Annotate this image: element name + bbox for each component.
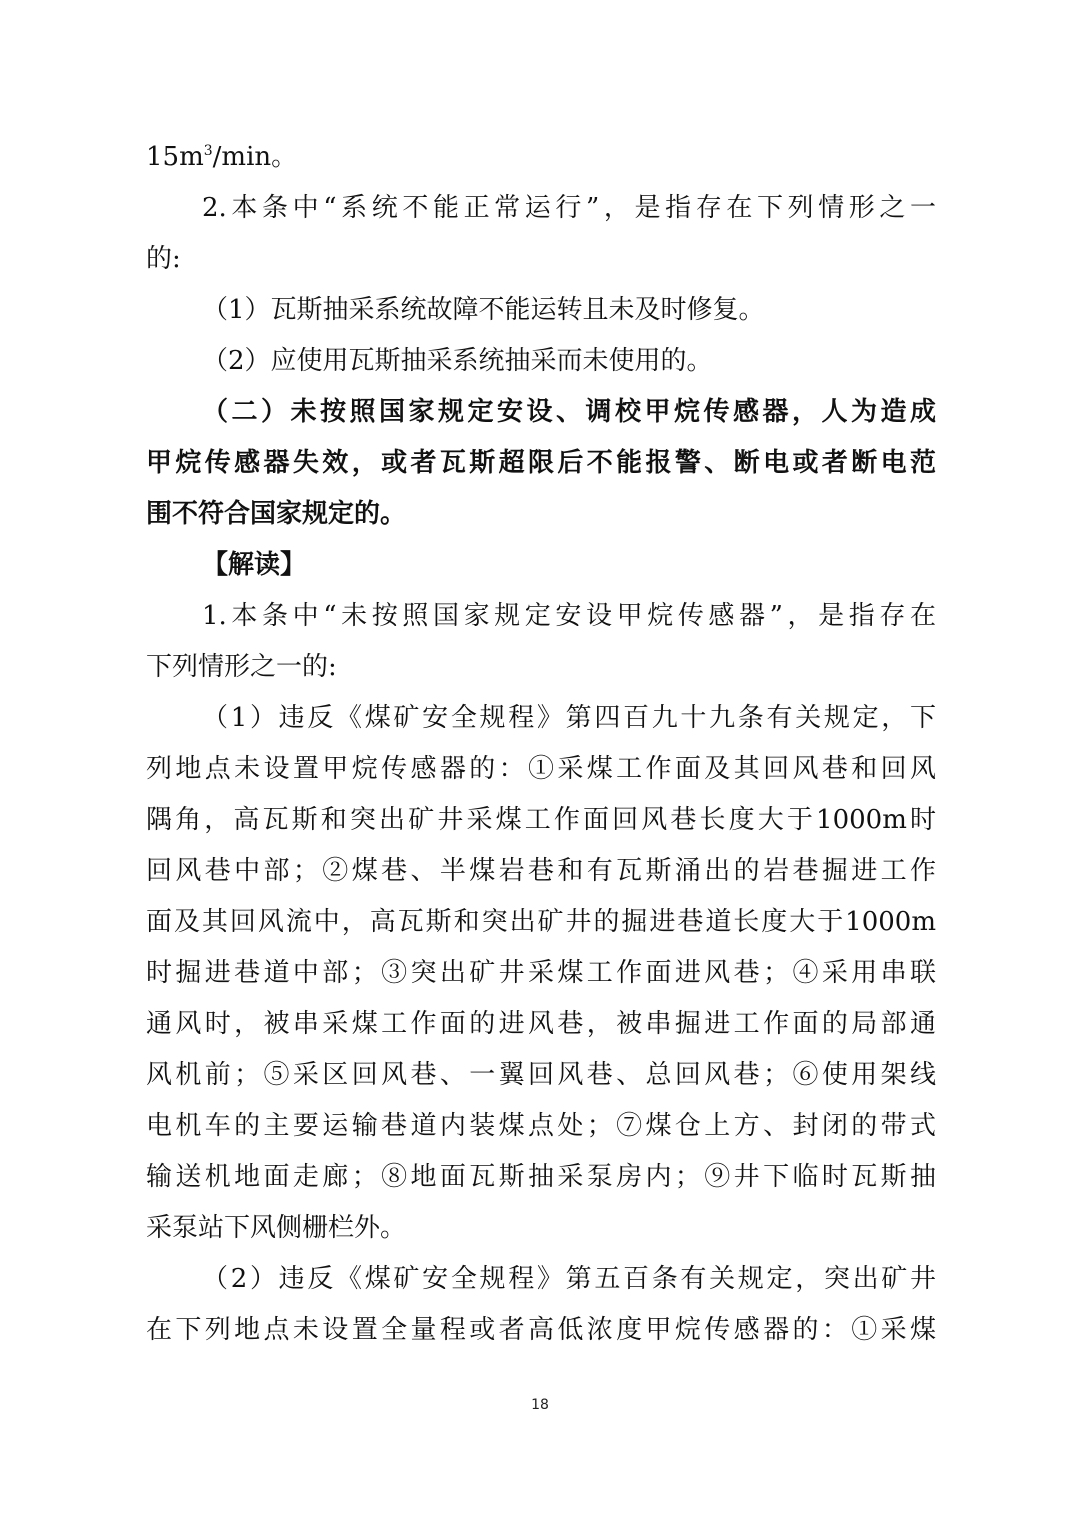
text-line: 下列情形之一的: [146,652,337,682]
text-line: 面及其回风流中，高瓦斯和突出矿井的掘进巷道长度大于1000m [146,907,936,937]
text-line: （2）应使用瓦斯抽采系统抽采而未使用的。 [202,346,713,376]
unit-suffix: /min。 [212,142,298,172]
text-line: （二）未按照国家规定安设、调校甲烷传感器，人为造成 [202,397,936,427]
text-line: 隅角，高瓦斯和突出矿井采煤工作面回风巷长度大于1000m时 [146,805,936,835]
text-line: （2）违反《煤矿安全规程》第五百条有关规定，突出矿井 [202,1264,936,1294]
text-line: 通风时，被串采煤工作面的进风巷，被串掘进工作面的局部通 [146,1009,936,1039]
text-line: 电机车的主要运输巷道内装煤点处；⑦煤仓上方、封闭的带式 [146,1111,936,1141]
text-line: 围不符合国家规定的。 [146,499,407,529]
text-line: 时掘进巷道中部；③突出矿井采煤工作面进风巷；④采用串联 [146,958,936,988]
text-line: 风机前；⑤采区回风巷、一翼回风巷、总回风巷；⑥使用架线 [146,1060,936,1090]
text-line: 采泵站下风侧栅栏外。 [146,1213,407,1243]
text-line: 在下列地点未设置全量程或者高低浓度甲烷传感器的：①采煤 [146,1315,936,1345]
text-line: 【解读】 [202,550,307,580]
text-line: 1.本条中“未按照国家规定安设甲烷传感器”，是指存在 [202,601,936,631]
text-line: 的: [146,244,181,274]
unit-line [146,132,936,183]
unit-exponent: 3 [203,143,213,159]
text-line: （1）瓦斯抽采系统故障不能运转且未及时修复。 [202,295,765,325]
text-line: 回风巷中部；②煤巷、半煤岩巷和有瓦斯涌出的岩巷掘进工作 [146,856,936,886]
text-line: 列地点未设置甲烷传感器的：①采煤工作面及其回风巷和回风 [146,754,936,784]
text-line: （1）违反《煤矿安全规程》第四百九十九条有关规定，下 [202,703,936,733]
document-page [146,132,936,1356]
text-line: 2.本条中“系统不能正常运行”，是指存在下列情形之一 [202,193,936,223]
body-text [146,183,936,1356]
text-line: 甲烷传感器失效，或者瓦斯超限后不能报警、断电或者断电范 [146,448,936,478]
page-number: 18 [531,1397,549,1413]
text-line: 输送机地面走廊；⑧地面瓦斯抽采泵房内；⑨井下临时瓦斯抽 [146,1162,936,1192]
unit-value: 15m [146,142,204,172]
